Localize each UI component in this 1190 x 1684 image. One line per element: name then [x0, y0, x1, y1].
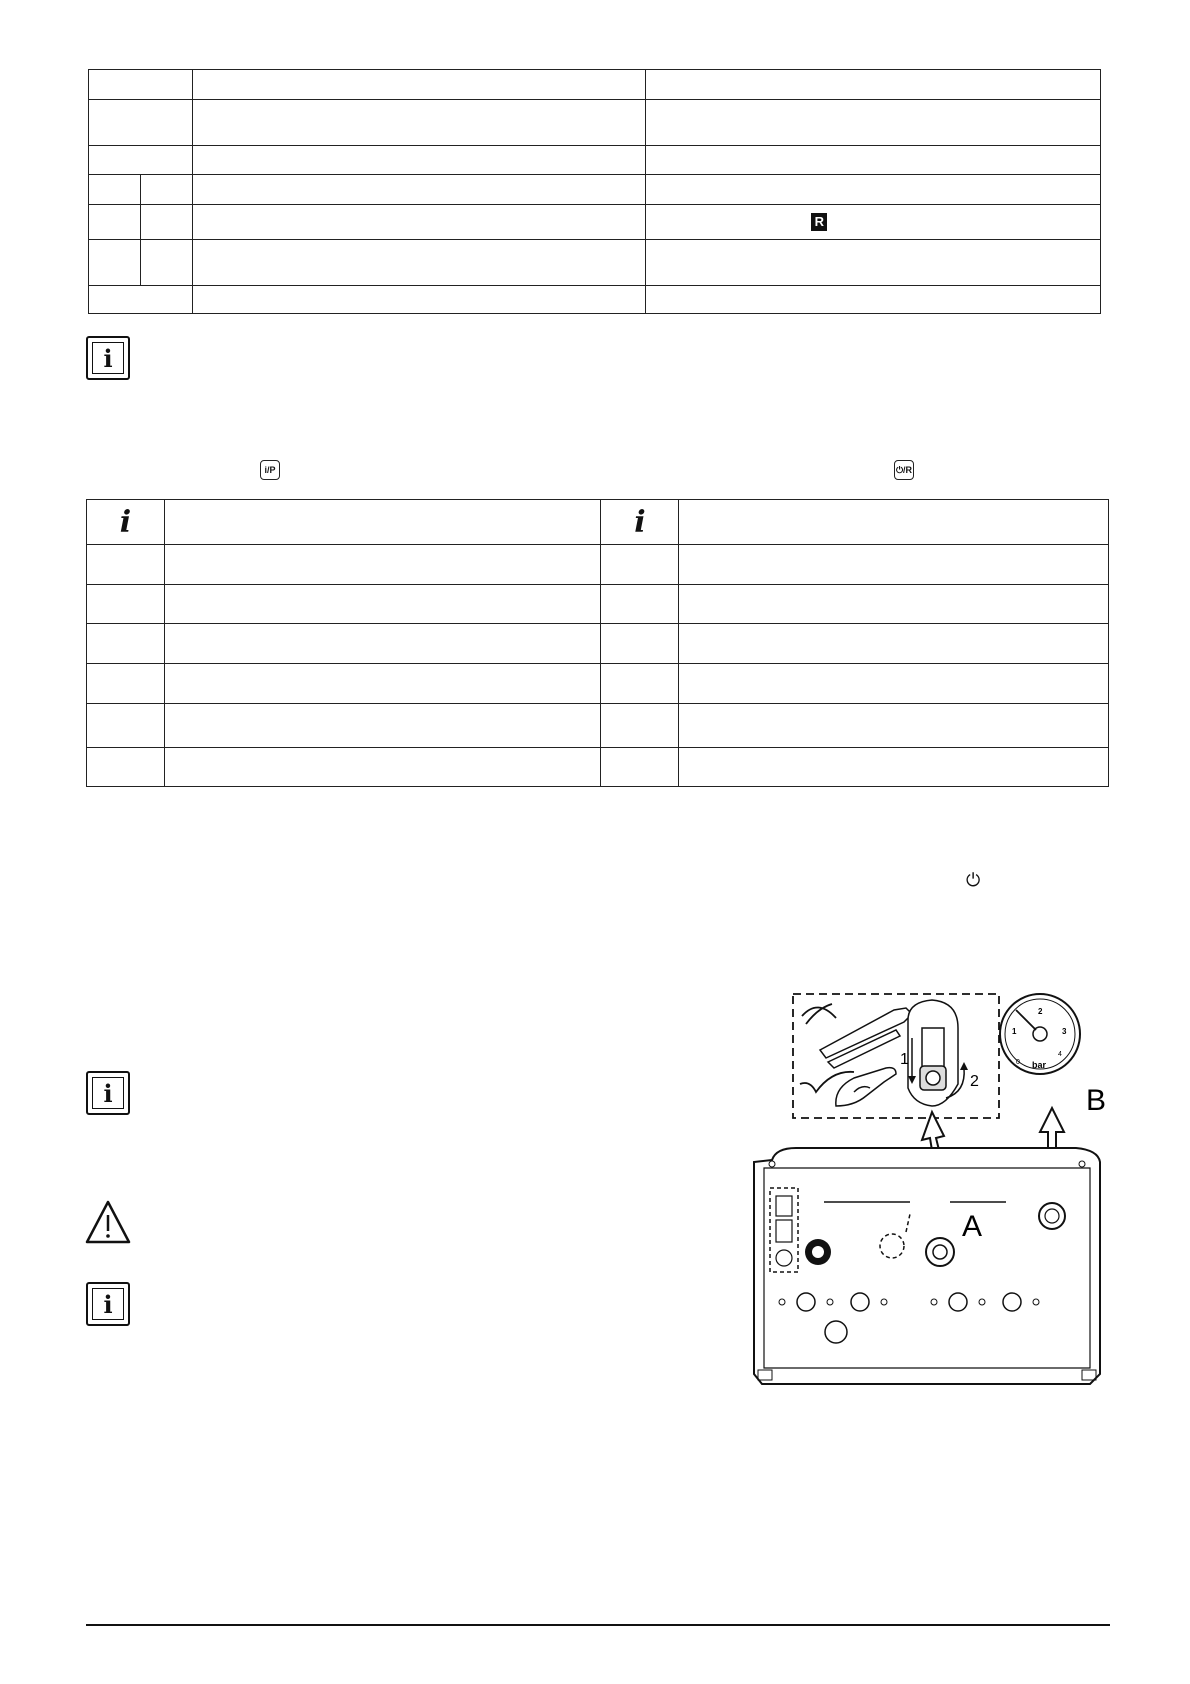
info-icon: i — [86, 1071, 130, 1115]
gauge-unit: bar — [1032, 1060, 1047, 1070]
cross-mark-icon — [802, 1004, 836, 1024]
power-icon: ⏻ — [966, 870, 981, 891]
gauge-tick-2: 2 — [1038, 1007, 1043, 1016]
label-A: A — [962, 1210, 983, 1243]
gauge-tick-3: 3 — [1062, 1027, 1067, 1036]
footer-rule — [86, 1624, 1110, 1626]
gauge-tick-1: 1 — [1012, 1027, 1017, 1036]
step-2-label: 2 — [970, 1073, 979, 1090]
boiler-figure — [736, 988, 1116, 1388]
hand-icon — [836, 1068, 896, 1106]
info-icon: i — [86, 1282, 130, 1326]
info-key-icon: i/P — [260, 460, 280, 480]
warning-icon — [84, 1199, 132, 1245]
info-header-glyph-left: i — [87, 500, 165, 545]
gauge-tick-0: 0 — [1016, 1059, 1020, 1066]
boiler-body — [754, 1148, 1100, 1384]
pliers-icon — [820, 1008, 912, 1068]
info-table — [86, 499, 1109, 787]
top-table — [88, 69, 1101, 314]
info-header-glyph-right: i — [601, 500, 679, 545]
reset-badge: R — [811, 213, 827, 231]
step-1-label: 1 — [900, 1051, 909, 1068]
info-icon: i — [86, 336, 130, 380]
gauge-tick-4: 4 — [1058, 1051, 1062, 1058]
check-mark-icon — [800, 1072, 854, 1092]
label-B: B — [1086, 1084, 1107, 1117]
power-reset-key-icon: ⏻/R — [894, 460, 914, 480]
